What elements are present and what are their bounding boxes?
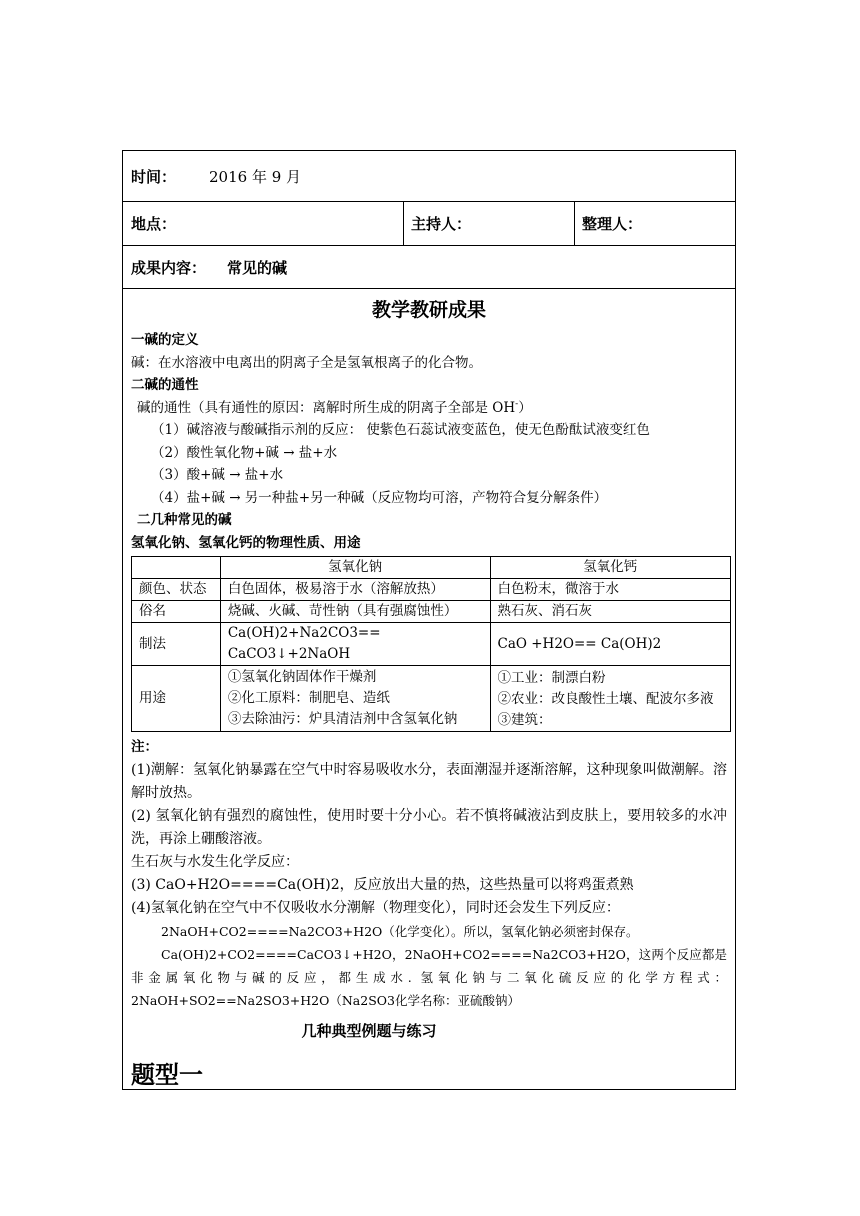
table-cell — [220, 666, 490, 732]
divider — [574, 202, 575, 245]
use-item: ②农业：改良酸性土壤、配波尔多液 ③建筑： — [497, 691, 714, 728]
table-cell: CaO +H2O== Ca(OH)2 — [490, 623, 731, 666]
table-cell — [490, 666, 731, 732]
section-definition-title: 一碱的定义 — [131, 332, 199, 348]
table-cell: 白色粉末，微溶于水 — [490, 579, 731, 601]
table-header-caoh: 氢氧化钙 — [490, 557, 731, 579]
content-label: 成果内容： — [131, 258, 207, 277]
note-label: 注： — [131, 739, 158, 755]
recorder-label: 整理人： — [582, 215, 643, 233]
use-item: ③去除油污：炉具清洁剂中含氢氧化钠 — [227, 711, 458, 727]
table-cell: 俗名 — [132, 601, 221, 623]
table-row — [132, 601, 731, 623]
note-lime: 生石灰与水发生化学反应： — [131, 853, 299, 870]
time-label: 时间： — [131, 167, 177, 186]
time-value: 2016 年 9 月 — [209, 167, 302, 186]
divider — [403, 202, 404, 245]
use-item: ②化工原料：制肥皂、造纸 — [227, 690, 390, 706]
use-item: ①氢氧化钠固体作干燥剂 — [227, 669, 377, 685]
note-corrosive: (2) 氢氧化钠有强烈的腐蚀性，使用时要十分小心。若不慎将碱液沾到皮肤上，要用较多的水冲洗，再涂上硼酸溶液。 — [131, 807, 727, 847]
page-title: 教学教研成果 — [371, 299, 486, 321]
note-reaction-3: (3) CaO+H2O====Ca(OH)2，反应放出大量的热，这些热量可以将鸡蛋煮熟 — [131, 876, 634, 893]
note-deliquescence: (1)潮解：氢氧化钠暴露在空气中时容易吸收水分，表面潮湿并逐渐溶解，这种现象叫做潮解。溶解时放热。 — [131, 761, 727, 801]
host-label: 主持人： — [411, 215, 472, 233]
table-caption: 氢氧化钠、氢氧化钙的物理性质、用途 — [131, 534, 361, 551]
property-item: （2）酸性氧化物+碱 → 盐+水 — [151, 444, 338, 461]
table-row — [132, 623, 731, 666]
note-equation-1: 2NaOH+CO2====Na2CO3+H2O（化学变化）。所以，氢氧化钠必须密封保存。 — [161, 923, 639, 939]
main-content — [131, 291, 727, 1087]
note-reaction-4: (4)氢氧化钠在空气中不仅吸收水分潮解（物理变化），同时还会发生下列反应： — [131, 899, 620, 916]
table-row — [132, 557, 731, 579]
record-table — [122, 150, 736, 1090]
table-cell: 烧碱、火碱、苛性钠（具有强腐蚀性） — [220, 601, 490, 623]
property-item: （4）盐+碱 → 另一种盐+另一种碱（反应物均可溶，产物符合复分解条件） — [151, 489, 608, 506]
table-cell: 白色固体，极易溶于水（溶解放热） — [220, 579, 490, 601]
table-cell: 颜色、状态 — [132, 579, 221, 601]
table-header-naoh: 氢氧化钠 — [220, 557, 490, 579]
section-properties-title: 二碱的通性 — [131, 377, 199, 393]
property-item: （1）碱溶液与酸碱指示剂的反应： 使紫色石蕊试液变蓝色，使无色酚酞试液变红色 — [151, 422, 650, 438]
use-item: ①工业：制漂白粉 — [497, 670, 606, 686]
definition-text: 碱：在水溶液中电离出的阴离子全是氢氧根离子的化合物。 — [131, 354, 482, 371]
time-row — [123, 151, 735, 202]
properties-intro: 碱的通性（具有通性的原因：离解时所生成的阴离子全部是 OH-） — [137, 399, 532, 416]
section-common-bases-title: 二几种常见的碱 — [137, 512, 232, 528]
table-cell: 熟石灰、消石灰 — [490, 601, 731, 623]
examples-section-title: 几种典型例题与练习 — [301, 1021, 437, 1040]
table-cell — [132, 557, 221, 579]
properties-table — [131, 556, 731, 732]
table-cell: 制法 — [132, 623, 221, 666]
table-row — [132, 666, 731, 732]
content-value: 常见的碱 — [227, 258, 288, 277]
question-type-title: 题型一 — [131, 1061, 203, 1089]
table-cell: Ca(OH)2+Na2CO3== CaCO3↓+2NaOH — [220, 623, 490, 666]
content-row — [123, 246, 735, 289]
table-cell: 用途 — [132, 666, 221, 732]
place-row — [123, 202, 735, 246]
table-row — [132, 579, 731, 601]
note-equation-2: Ca(OH)2+CO2====CaCO3↓+H2O，2NaOH+CO2====Na2CO3+H2O，这两个反应都是非金属氧化物与碱的反应，都生成水. 氢氧化钠与二氧化硫反应的化学方程式：2NaOH+SO2==Na2SO3+H2O（Na2SO3化学名称：亚硫酸钠） — [131, 946, 727, 1008]
place-label: 地点： — [131, 215, 177, 233]
property-item: （3）酸+碱 → 盐+水 — [151, 467, 284, 483]
